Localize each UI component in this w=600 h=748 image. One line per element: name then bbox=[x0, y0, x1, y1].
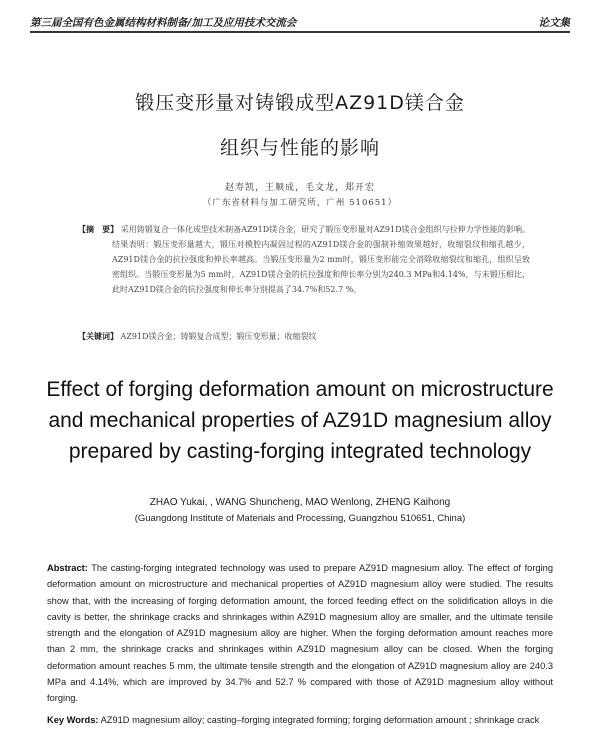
en-abstract bbox=[47, 560, 553, 707]
cn-keywords-label: 【关键词】 bbox=[78, 331, 118, 341]
section-label: 论文集 bbox=[538, 17, 570, 29]
cn-abstract-text: 采用铸锻复合一体化成型技术制备AZ91D镁合金，研究了锻压变形量对AZ91D镁合金组织与拉伸力学性能的影响。结果表明：锻压变形量越大，锻压对模腔内凝固过程的AZ91D镁合金的强制补缩效果越好，收缩裂纹和缩孔越少，AZ91D镁合金的抗拉强度和伸长率越高。当锻压变形量为2 mm时，锻压变形能完全消除收缩裂纹和缩孔，组织呈致密组织。当锻压变形量为5 mm时，AZ91D镁合金的抗拉强度和伸长率分别为240.3 MPa和4.14%，与未锻压相比，此时AZ91D镁合金的抗拉强度和伸长率分别提高了34.7%和52.7 %。 bbox=[112, 225, 530, 294]
cn-keywords-text: AZ91D镁合金；铸锻复合成型；锻压变形量；收缩裂纹 bbox=[120, 332, 317, 341]
en-title: Effect of forging deformation amount on microstructure and mechanical properties of AZ91D magnesium alloy prepared by casting-forging integrated technology bbox=[46, 378, 554, 463]
cn-affiliation: （广东省材料与加工研究所，广州 510651） bbox=[202, 198, 398, 208]
cn-abstract-label: 【摘 要】 bbox=[78, 224, 119, 234]
running-header bbox=[30, 10, 570, 30]
en-affiliation: (Guangdong Institute of Materials and Processing, Guangzhou 510651, China) bbox=[134, 513, 466, 524]
en-keywords-text: AZ91D magnesium alloy; casting–forging integrated forming; forging deformation amount ; shrinkage crack bbox=[100, 715, 540, 725]
en-abstract-label: Abstract: bbox=[47, 563, 88, 573]
en-keywords-label: Key Words: bbox=[47, 715, 99, 725]
cn-title-line2: 组织与性能的影响 bbox=[219, 137, 380, 159]
cn-abstract bbox=[78, 222, 530, 297]
header-rule bbox=[30, 31, 570, 33]
cn-authors: 赵寿凯，王顺成，毛文龙，郑开宏 bbox=[224, 183, 375, 193]
conference-name: 第三届全国有色金属结构材料制备/加工及应用技术交流会 bbox=[30, 17, 297, 29]
en-keywords bbox=[47, 712, 553, 728]
en-authors: ZHAO Yukai, , WANG Shuncheng, MAO Wenlong, ZHENG Kaihong bbox=[149, 497, 451, 508]
cn-keywords bbox=[78, 331, 530, 342]
en-abstract-text: The casting-forging integrated technology was used to prepare AZ91D magnesium alloy. The effect of forging deformation amount on microstructure and mechanical properties of AZ91D magnesium alloy were studied. The results show that, with the increasing of forging deformation amount, the forced feeding effect on the solidification alloys in die cavity is better, the shrinkage cracks and shrinkages within AZ91D magnesium alloy are smaller, and the ultimate tensile strength and the elongation of AZ91D magnesium alloy are higher. When the forging deformation amount reaches more than 2 mm, the shrinkage cracks and shrinkages within AZ91D magnesium alloy can be closed. When the forging deformation amount reaches 5 mm, the ultimate tensile strength and the elongation of AZ91D magnesium alloy are 240.3 MPa and 4.14%, which are improved by 34.7% and 52.7 % compared with those of AZ91D magnesium alloy without forging. bbox=[47, 563, 554, 704]
cn-title-line1: 锻压变形量对铸锻成型AZ91D镁合金 bbox=[135, 92, 465, 114]
